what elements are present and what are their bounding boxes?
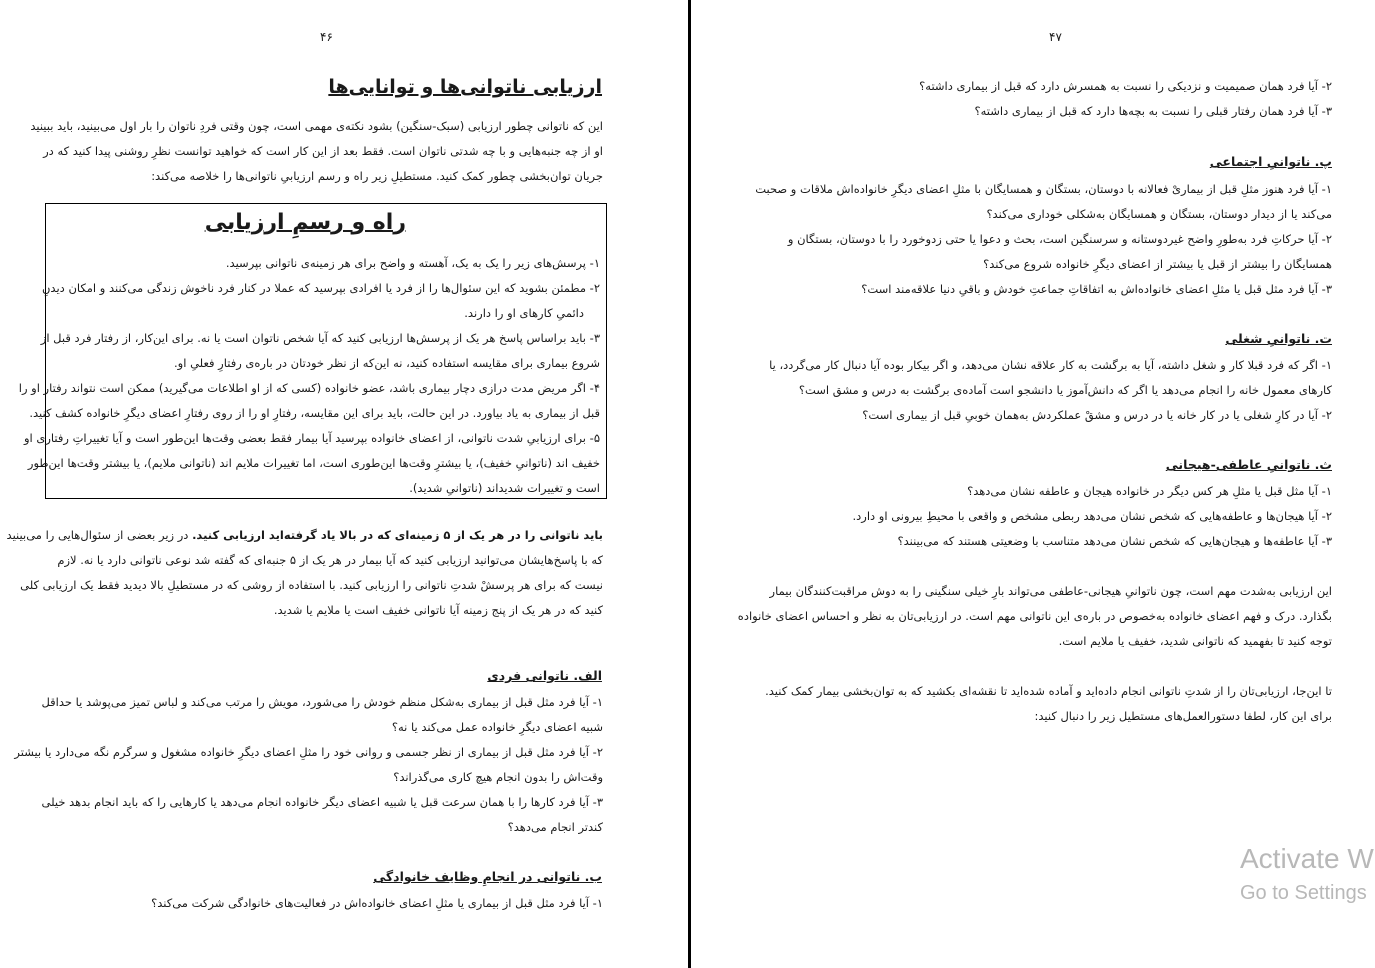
text-line: تا این‌جا، ارزیابی‌تان را از شدتِ ناتوانی انجام داده‌اید و آماده شده‌اید تا نقشه‌ای بکشید که به توان‌بخشی بیمار کمک کنید. — [765, 684, 1332, 698]
list-item: شبیه اعضای دیگرِ خانواده عمل می‌کند یا نه؟ — [391, 720, 603, 734]
page-number: ۴۷ — [1049, 30, 1062, 44]
section-te-list — [769, 353, 1332, 428]
list-item: ۱- آیا فرد مثل قبل از بیماری به‌شکل منظم خودش را می‌شورد، مویش را مرتب می‌کند و لباس تمیز می‌پوشد یا حداقل — [41, 695, 603, 709]
text-line: بگذارد. درک و فهم اعضای خانواده به‌خصوص در باره‌ی این ناتوانی مهم است. در ارزیابی‌تان به نظر و احساس اعضای خانواده — [737, 609, 1332, 623]
list-item: می‌کند یا از دیدار دوستان، بستگان و همسایگان به‌شکلی خوداری می‌کند؟ — [986, 207, 1332, 221]
box-title: راه و رسمِ ارزیابی — [204, 210, 406, 235]
list-item: ۱- آیا مثل قبل یا مثلِ هر کس دیگر در خانواده هیجان و عاطفه نشان می‌دهد؟ — [967, 484, 1332, 498]
text-line: برای این کار، لطفا دستورالعمل‌های مستطیل زیر را دنبال کنید: — [1034, 709, 1332, 723]
list-item: ۲- آیا حرکاتِ فرد به‌طورِ واضح غیردوستانه و سرسنگین است، بحث و دعوا یا حتی زدوخورد را با دوستان، بستگان و — [787, 232, 1332, 246]
list-item: ۲- آیا هیجان‌ها و عاطفه‌هایی که شخص نشان می‌دهد ربطی مشخص و واقعی با محیطِ بیرونی او دارد. — [852, 509, 1332, 523]
continued-list — [772, 74, 1332, 124]
list-item: ۱- آیا فرد هنوز مثلِ قبل از بیماریْ فعالانه با دوستان، بستگان و همسایگان با مثلِ اعضای دیگرِ خانواده‌اش ملاقات و صحبت — [755, 182, 1332, 196]
section-be-list — [43, 891, 603, 916]
page-divider — [688, 0, 691, 968]
page-number: ۴۶ — [320, 30, 333, 44]
list-item: ۳- آیا عاطفه‌ها و هیجان‌هایی که شخص نشان می‌دهد متناسب با وضعیتی هستند که می‌بینند؟ — [897, 534, 1332, 548]
box-line: دائمیِ کارهای او را دارند. — [464, 306, 584, 320]
right-page — [692, 0, 1375, 968]
list-item: ۲- آیا فرد همان صمیمیت و نزدیکی را نسبت به همسرش دارد که قبل از بیماری داشته؟ — [919, 79, 1332, 93]
list-item: ۲- آیا در کارِ شغلی یا در کار خانه یا در درس و مشقْ عملکردش به‌همان خوبیِ قبل از بیماری است؟ — [862, 408, 1332, 422]
text-line: جریان توان‌بخشی چطور کمک کنید. مستطیلِ زیر راه و رسم ارزیابیِ ناتوانی‌ها را خلاصه می‌کند: — [151, 169, 603, 183]
closing-paragraph — [765, 679, 1332, 729]
box-line: ۵- برای ارزیابیِ شدت ناتوانی، از اعضای خانواده بپرسید آیا بیمار فقط بعضی وقت‌ها این‌طور است و آیا تغییراتِ رفتاری او — [23, 431, 600, 445]
box-line: ۲- مطمئن بشوید که این سئوال‌ها را از فرد یا افرادی بپرسید که عملا در کنار فرد ناخوش زندگی می‌کنند و امکان دیدنِ — [41, 281, 600, 295]
list-item: ۲- آیا فرد مثل قبل از بیماری از نظر جسمی و روانی خود را مثلِ اعضای دیگرِ خانواده مشغول و سرگرم نگه می‌دارد یا بیشتر — [14, 745, 603, 759]
box-line: ۴- اگر مریض مدت درازی دچار بیماری باشد، عضو خانواده (کسی که از او اطلاعات می‌گیرید) ممکن است نتواند رفتار او را — [18, 381, 600, 395]
section-heading-alef: الف. ناتوانی فردی — [487, 668, 602, 683]
box-line: ۱- پرسش‌های زیر را یک به یک، آهسته و واضح برای هر زمینه‌ی ناتوانی بپرسید. — [225, 256, 600, 270]
instruction-paragraph — [6, 523, 603, 623]
section-pe-list — [755, 177, 1332, 302]
activation-watermark-subtitle: Go to Settings — [1240, 882, 1367, 904]
list-item: کندتر انجام می‌دهد؟ — [507, 820, 603, 834]
text-line: توجه کنید تا بفهمید که ناتوانی شدید، خفیف یا ملایم است. — [1058, 634, 1332, 648]
box-line: قبل از بیماری به یاد بیاورد. در این حالت، باید برای این مقایسه، رفتارِ او را از روی رفتارِ اعضای دیگرِ خانواده کشف کنید. — [29, 406, 600, 420]
section-alef-list — [14, 690, 603, 840]
list-item: ۳- آیا فرد همان رفتار قبلی را نسبت به بچه‌ها دارد که قبل از بیماری داشته؟ — [974, 104, 1332, 118]
text-line — [6, 523, 603, 548]
page-title: ارزیابی ناتوانی‌ها و توانایی‌ها — [328, 76, 602, 98]
assessment-box — [18, 203, 607, 499]
emotional-paragraph — [737, 579, 1332, 654]
box-line: است و تغییرات شدیداند (ناتوانیِ شدید). — [409, 481, 600, 495]
box-content — [18, 251, 600, 501]
list-item: همسایگان را بیشتر از قبل یا بیشتر از اعضای دیگرِ خانواده شروع می‌کند؟ — [983, 257, 1332, 271]
section-heading-te: ت. ناتوانیِ شغلی — [1225, 331, 1332, 346]
list-item: ۱- آیا فرد مثل قبل از بیماری یا مثلِ اعضای خانواده‌اش در فعالیت‌های خانوادگی شرکت می‌کند؟ — [151, 896, 603, 910]
instruction-rest: در زیر بعضی از سئوال‌هایی را می‌بینید — [6, 528, 193, 542]
list-item: ۳- آیا فرد کارها را با همان سرعت قبل یا شبیه اعضای دیگر خانواده انجام می‌دهد یا کارهایی را که باید انجام بدهد خیلی — [41, 795, 603, 809]
activation-watermark-title: Activate W — [1240, 843, 1374, 874]
bold-instruction: باید ناتوانی را در هر یک از ۵ زمینه‌ای که در بالا یاد گرفته‌اید ارزیابی کنید. — [192, 528, 603, 542]
list-item: ۱- اگر که فرد قبلا کار و شغل داشته، آیا به برگشت به کار علاقه نشان می‌دهد، و اگر بیکار بوده آیا دنبال کار می‌گردد، یا — [769, 358, 1332, 372]
box-line: شروع بیماری برای مقایسه استفاده کنید، نه این‌که از نظر خودتان در باره‌ی رفتارِ فعلی‌ِ او. — [174, 356, 600, 370]
section-heading-pe: پ. ناتوانیِ اجتماعی — [1209, 154, 1332, 169]
text-line: این ارزیابی به‌شدت مهم است، چون ناتوانیِ هیجانی-عاطفی می‌تواند بارِ خیلی سنگینی را به دوش مراقبت‌کنندگان بیمار — [769, 584, 1332, 598]
box-line: خفیف اند (ناتوانیِ خفیف)، یا بیشترِ وقت‌ها این‌طوری است، اما تغییرات ملایم اند (ناتوانی ملایم)، یا بیشتر وقت‌ها این‌طور — [27, 456, 600, 470]
section-se-list — [772, 479, 1332, 554]
list-item: ۳- آیا فرد مثل قبل یا مثلِ اعضای خانواده‌اش به اتفاقاتِ جماعتِ خودش و باقیِ دنیا علاقه‌مند است؟ — [861, 282, 1332, 296]
intro-paragraph — [30, 114, 603, 189]
box-line: ۳- باید براساس پاسخ هر یک از پرسش‌ها ارزیابی کنید که آیا شخص ناتوان است یا نه. برای این‌کار، از رفتار فرد قبل از — [40, 331, 600, 345]
section-heading-se: ث. ناتوانیِ عاطفی-هیجانی — [1165, 457, 1332, 472]
text-line: که با پاسخ‌هایشان می‌توانید ارزیابی کنید که آیا بیمار در هر یک از ۵ جنبه‌ای که گفته شد نوعی ناتوانی دارد یا نه. لازم — [57, 553, 603, 567]
text-line: این که ناتوانی چطور ارزیابی (سبک-سنگین) بشود نکته‌ی مهمی است، چون وقتی فردِ ناتوان را بار اول می‌بینید، باید ببینید — [30, 119, 603, 133]
list-item: کارهای معمول خانه را انجام می‌دهد یا اگر که دانش‌آموز یا دانشجو است آماده‌ی برگشت به درس و مشق است؟ — [798, 383, 1332, 397]
text-line: نیست که برای هر پرسشْ شدتِ ناتوانی را ارزیابی کنید. با استفاده از روشی که در مستطیلِ بالا دیدید فقط یک ارزیابی کلی — [20, 578, 603, 592]
text-line: کنید که در هر یک از پنج زمینه آیا ناتوانی خفیف است یا ملایم یا شدید. — [273, 603, 603, 617]
section-heading-be: ب. ناتوانی در انجامِ وظایف خانوادگی — [373, 869, 602, 884]
text-line: او از چه جنبه‌هایی و با چه شدتی ناتوان است. فقط بعد از این کار است که خواهید توانست نظرِ روشنی پیدا کنید که در — [43, 144, 603, 158]
list-item: وقت‌اش را بدون انجام هیچ کاری می‌گذراند؟ — [393, 770, 603, 784]
